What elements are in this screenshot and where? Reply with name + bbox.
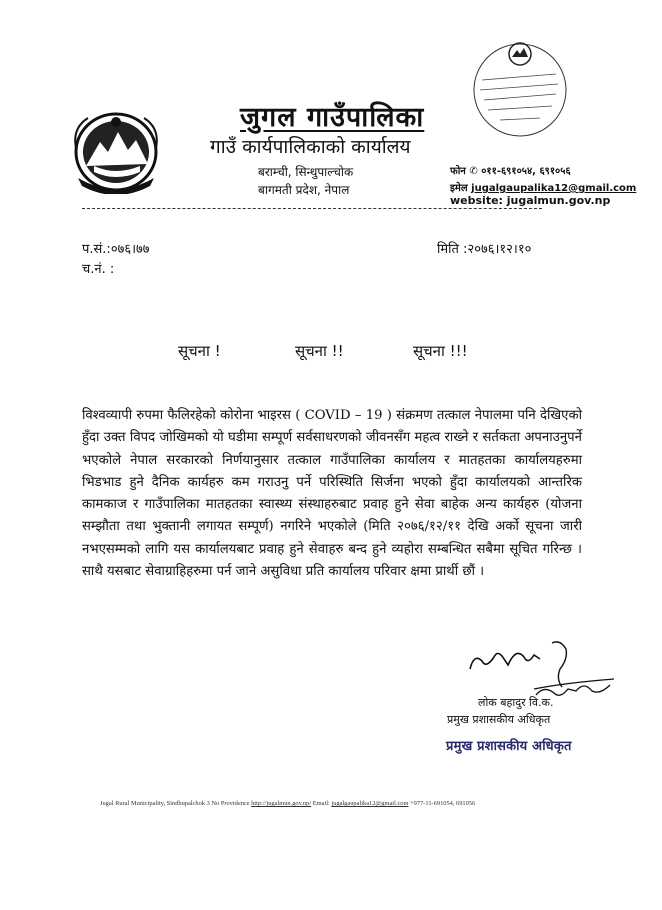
address-line-2: बागमती प्रदेश, नेपाल xyxy=(258,183,350,197)
phone-line xyxy=(450,163,571,177)
letter-date: मिति :२०७६।१२।१० xyxy=(437,242,532,257)
notice-heading-2: सूचना !! xyxy=(295,342,344,360)
footer-phone: +977-11-691054, 691056 xyxy=(410,800,476,807)
signatory-post: प्रमुख प्रशासकीय अधिकृत xyxy=(447,713,551,726)
email-link[interactable]: jugalgaupalika12@gmail.com xyxy=(471,183,637,194)
email-line xyxy=(450,180,636,194)
office-subtitle: गाउँ कार्यपालिकाको कार्यालय xyxy=(210,136,411,158)
address-line-1: बराम्ची, सिन्धुपाल्चोक xyxy=(258,165,354,179)
signatory-name: लोक बहादुर वि.क. xyxy=(478,696,554,709)
dispatch-number: च.नं. : xyxy=(82,262,115,277)
footer-address: Jugal Rural Municipality, Sindhupalchok 3 No Providence xyxy=(100,800,250,807)
header-divider xyxy=(82,208,542,209)
office-title: जुगल गाउँपालिका xyxy=(240,102,425,133)
website-line[interactable]: website: jugalmun.gov.np xyxy=(450,194,611,207)
email-label: इमेल xyxy=(450,183,468,194)
notice-heading-3: सूचना !!! xyxy=(413,342,468,360)
designation-stamp: प्रमुख प्रशासकीय अधिकृत xyxy=(446,739,572,754)
notice-body: विश्वव्यापी रुपमा फैलिरहेको कोरोना भाइरस ( COVID – 19 ) संक्रमण तत्काल नेपालमा पनि देखिएको हुँदा उक्त विपद जोखिमको यो घडीमा सम्पूर्ण सर्वसाधरणको जीवनसँग महत्व राख्ने र सर्तकता अपनाउनुपर्ने भएकोले नेपाल सरकारको निर्णयानुसार तत्काल गाउँपालिका कार्यालय र मातहतका कार्यालयहरुमा भिडभाड हुने दैनिक कार्यहरु कम गराउनु पर्ने परिस्थिति सिर्जना भएको हुँदा कार्यालयको आन्तरिक कामकाज र गाउँपालिका मातहतका स्वास्थ्य संस्थाहरुबाट प्रवाह हुने सेवा बाहेक अन्य कार्यहरु (योजना सम्झौता तथा भुक्तानी लगायत सम्पूर्ण) नगरिने भएकोले (मिति २०७६/१२/११ देखि अर्को सूचना जारी नभएसम्मको लागि यस कार्यालयबाट प्रवाह हुने सेवाहरु बन्द हुने व्यहोरा सम्बन्धित सबैमा सूचित गरिन्छ । साथै यसबाट सेवाग्राहिहरुमा पर्न जाने असुविधा प्रति कार्यालय परिवार क्षमा प्रार्थी छौं । xyxy=(82,408,582,580)
notice-heading-1: सूचना ! xyxy=(178,342,221,360)
phone-icon: ✆ xyxy=(469,166,478,177)
nepal-government-emblem-icon xyxy=(70,108,162,194)
phone-label: फोन xyxy=(450,166,466,177)
office-seal-icon xyxy=(470,36,570,144)
footer-url-link[interactable]: http://jugalmun.gov.np/ xyxy=(251,800,312,807)
phone-number: ०११-६९१०५४, ६९१०५६ xyxy=(481,166,571,177)
reference-number: प.सं.:०७६।७७ xyxy=(82,242,150,257)
footer-email-link[interactable]: jugalgaupalika12@gmail.com xyxy=(331,800,409,807)
page-footer xyxy=(100,800,475,807)
footer-email-label: Email: xyxy=(312,800,330,807)
